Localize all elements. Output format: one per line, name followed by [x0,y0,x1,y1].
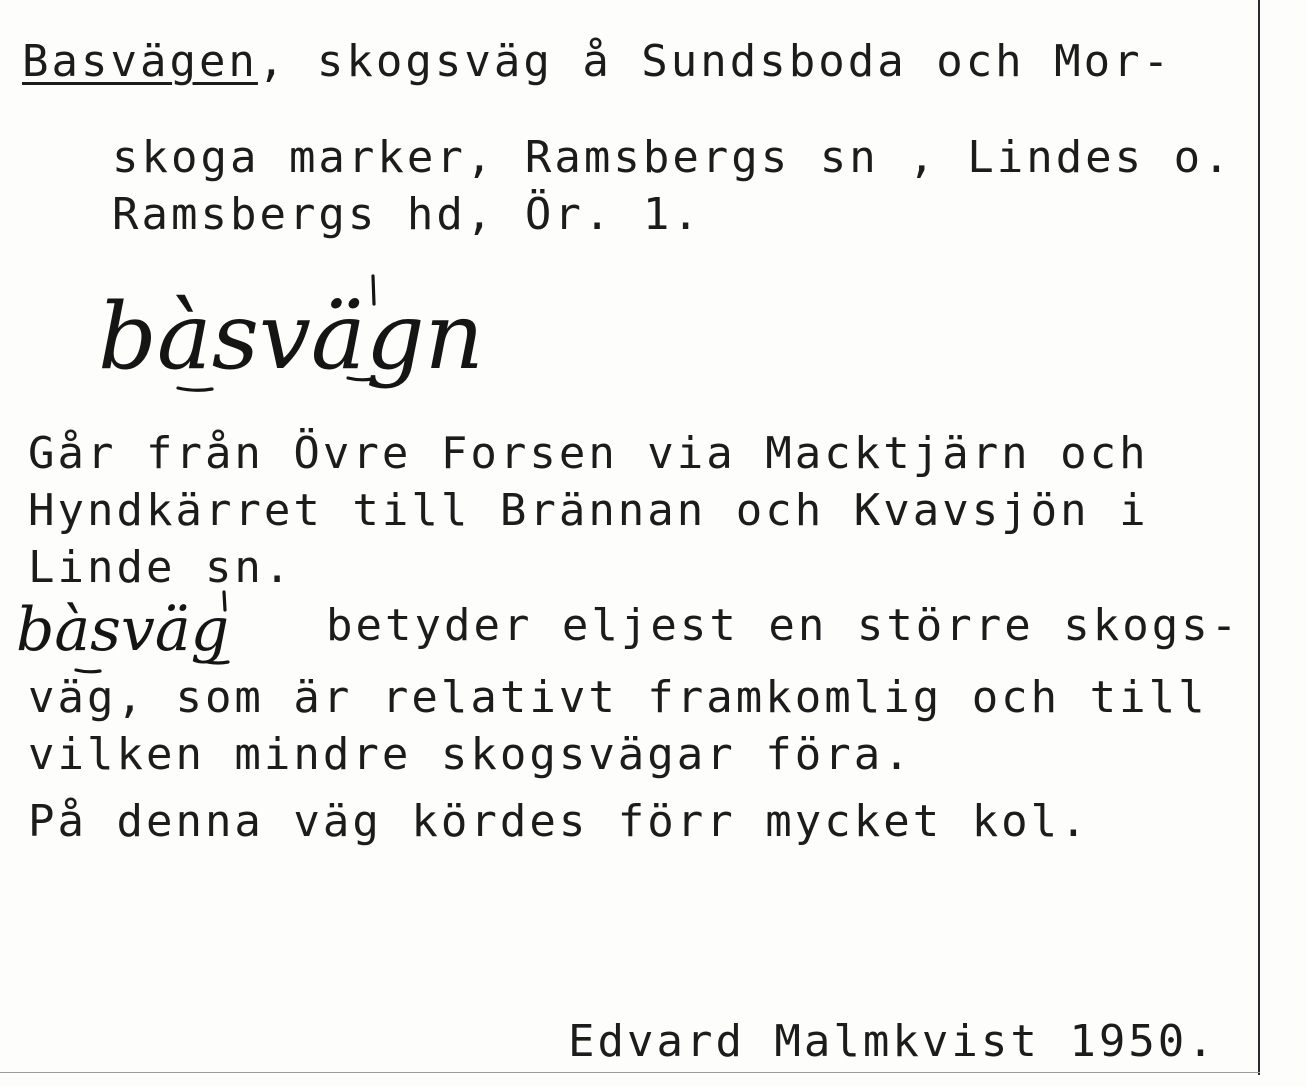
handwritten-underline-e [348,378,372,380]
inline-stress-mark [224,592,225,610]
meaning-line-3: vilken mindre skogsvägar föra. [28,729,913,780]
inline-underline-e [208,662,228,663]
inline-handwritten-pronunciation [10,588,300,684]
location-line-2: Ramsbergs hd, Ör. 1. [112,189,702,240]
location-line-1: skoga marker, Ramsbergs sn , Lindes o. [112,132,1233,183]
card-bottom-edge [0,1072,1260,1073]
signature: Edvard Malmkvist 1950. [568,1016,1217,1067]
route-line-3: Linde sn. [28,542,294,593]
card-right-edge [1258,0,1260,1075]
card-headword: Basvägen [22,36,258,87]
route-line-1: Går från Övre Forsen via Macktjärn och [28,428,1149,479]
route-line-2: Hyndkärret till Brännan och Kvavsjön i [28,485,1149,536]
card-title-line [22,36,1173,87]
final-line: På denna väg kördes förr mycket kol. [28,796,1090,847]
inline-handwritten-text: bàsväg [16,595,230,665]
handwritten-pronunciation-text: bàsvägn [98,283,484,390]
meaning-line-1: betyder eljest en större skogs- [326,600,1241,651]
handwritten-pronunciation [90,268,520,413]
meaning-line-2: väg, som är relativt framkomlig och till [28,672,1208,723]
handwritten-stress-mark [373,276,374,304]
card-title-rest: , skogsväg å Sundsboda och Mor- [257,36,1173,87]
